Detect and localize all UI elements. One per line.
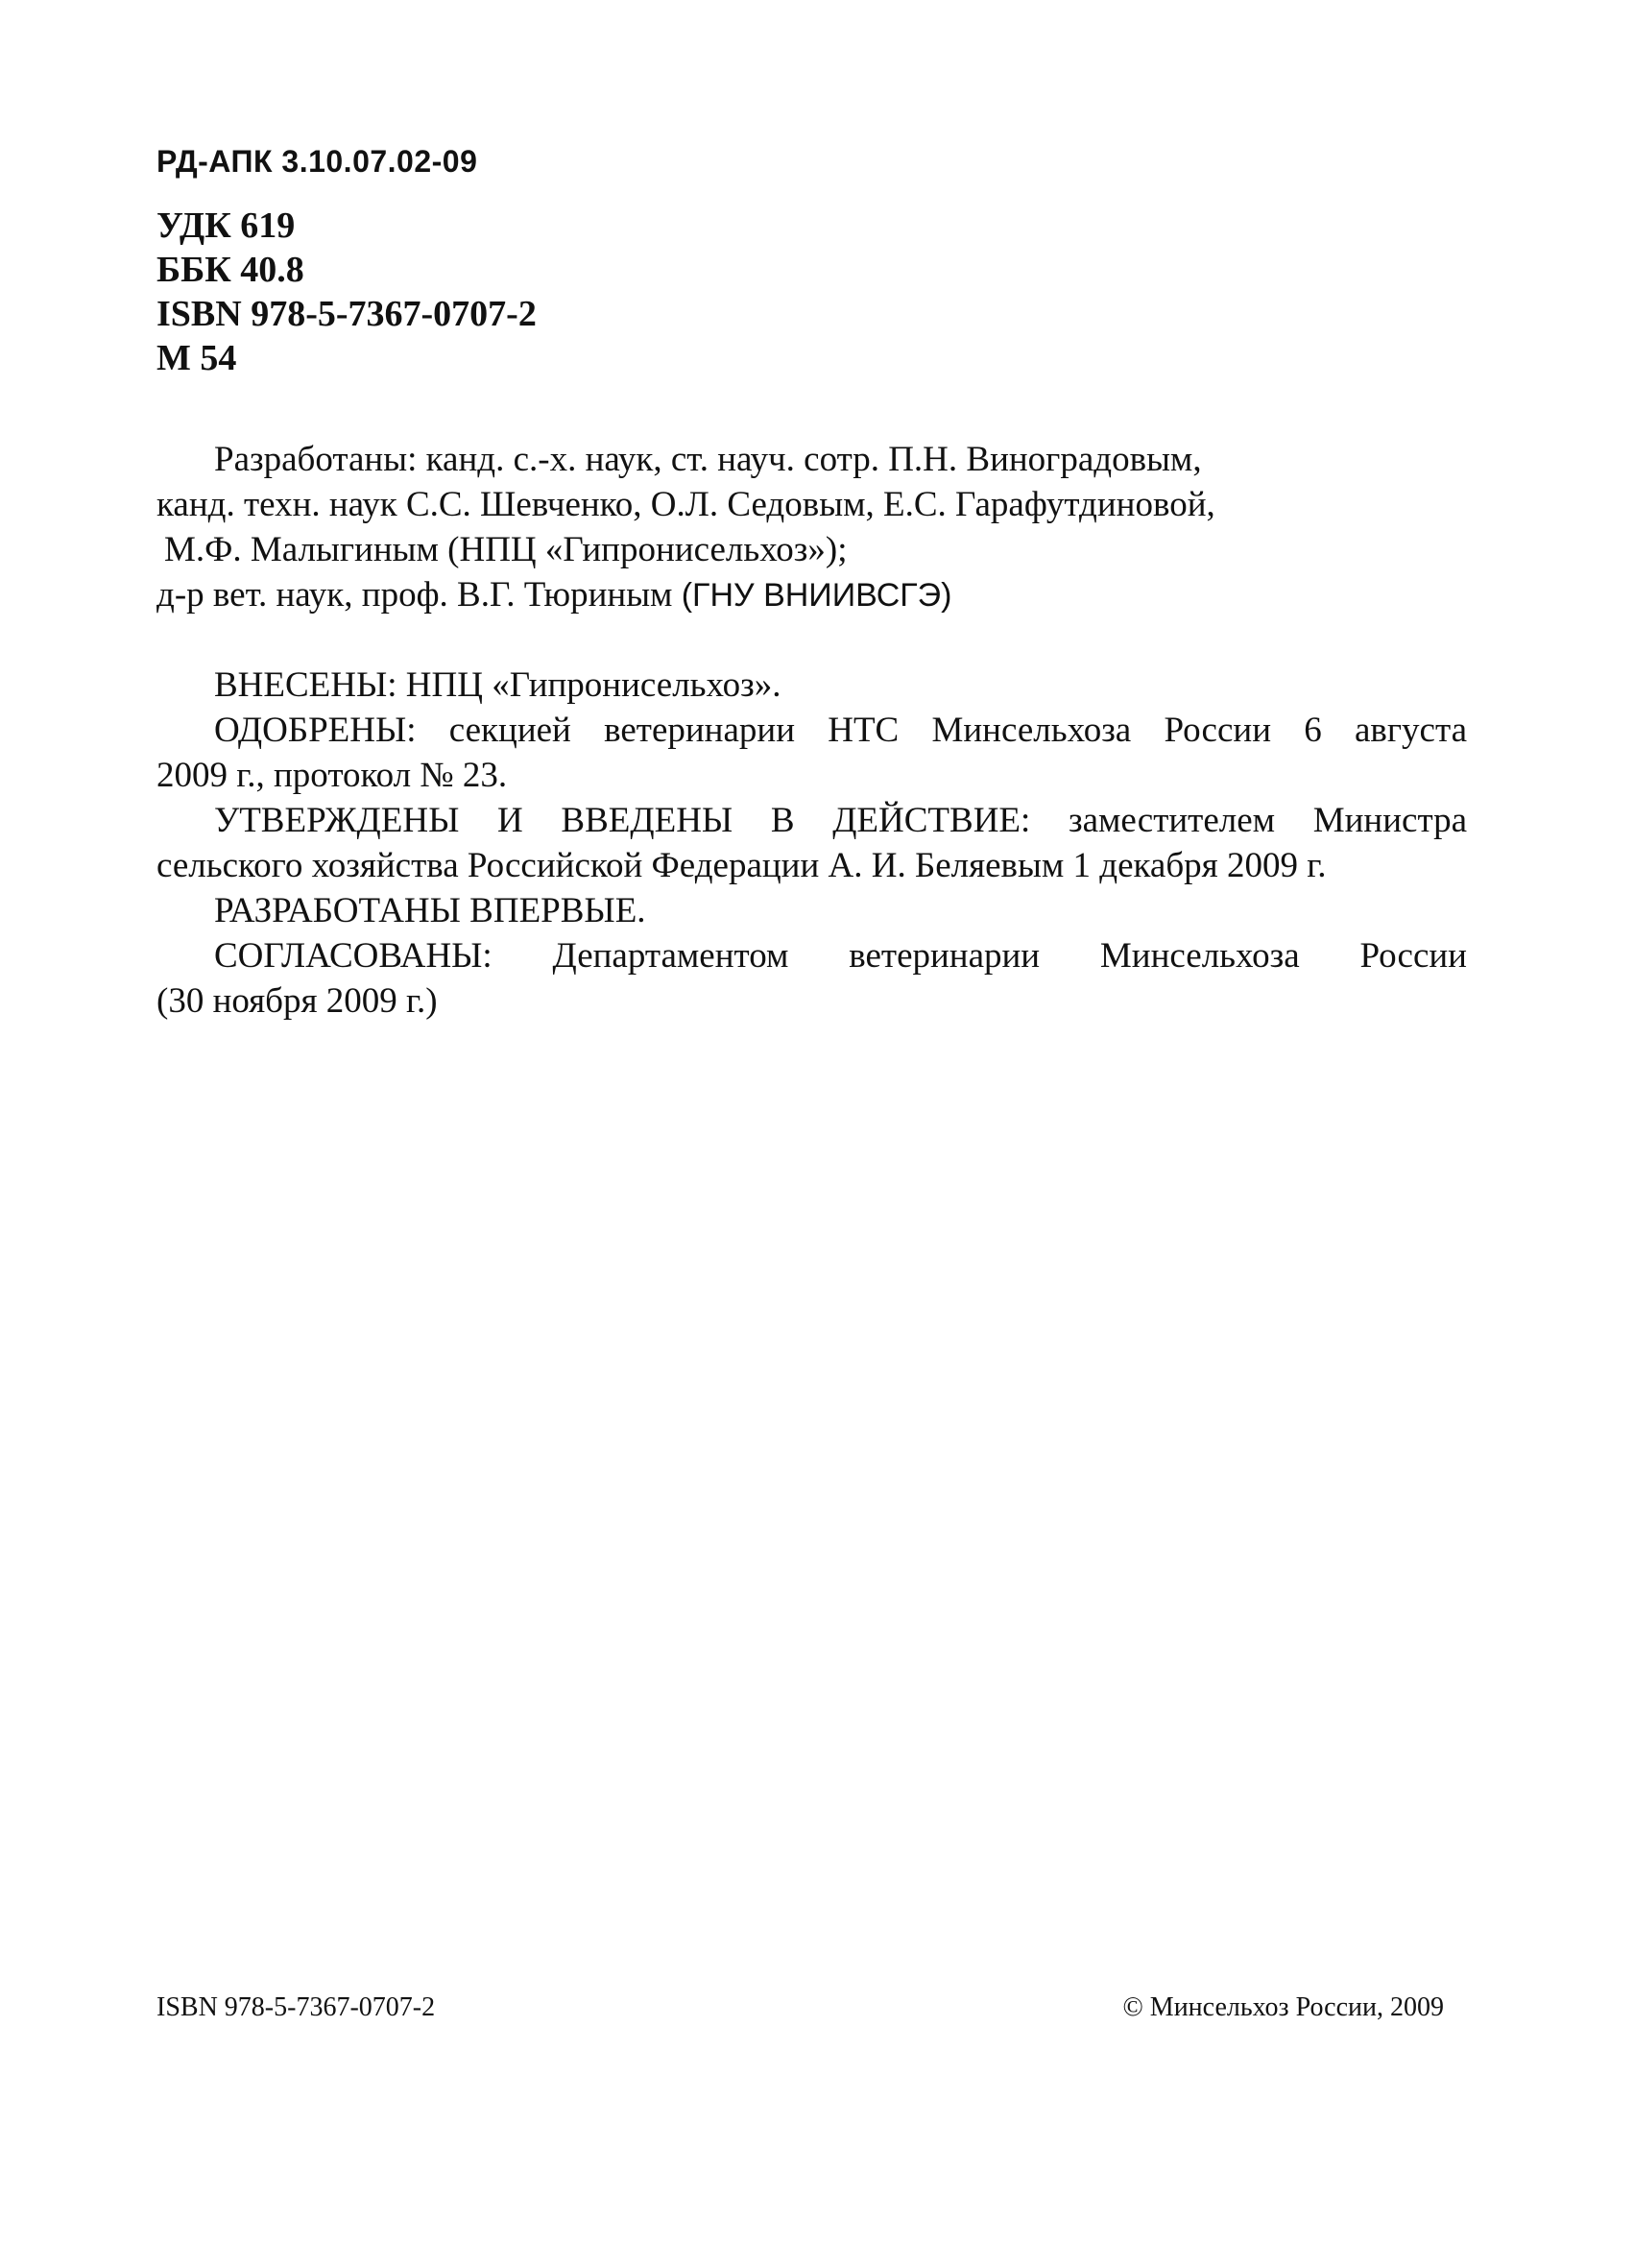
author-sign: М 54: [156, 338, 237, 378]
confirmed-line-2: сельского хозяйства Российской Федерации А. И. Беляевым 1 декабря 2009 г.: [156, 846, 1327, 885]
developers-line-2: канд. техн. наук С.С. Шевченко, О.Л. Седовым, Е.С. Гарафутдиновой,: [156, 485, 1215, 524]
document-code: РД-АПК 3.10.07.02-09: [156, 144, 478, 179]
first-time-line: РАЗРАБОТАНЫ ВПЕРВЫЕ.: [214, 891, 646, 930]
udk-index: УДК 619: [156, 205, 296, 246]
agreed-line-2: (30 ноября 2009 г.): [156, 981, 438, 1021]
developers-line-4-org: (ГНУ ВНИИВСГЭ): [681, 577, 952, 614]
classification-block: [156, 204, 537, 380]
confirmed-line-1: УТВЕРЖДЕНЫ И ВВЕДЕНЫ В ДЕЙСТВИЕ: заместителем Министра: [214, 801, 1467, 840]
introduced-line: ВНЕСЕНЫ: НПЦ «Гипронисельхоз».: [214, 665, 781, 705]
footer-isbn: ISBN 978-5-7367-0707-2: [156, 1992, 436, 2022]
approvals-block: [156, 663, 1467, 1024]
developers-line-1: Разработаны: канд. с.-х. наук, ст. науч. сотр. П.Н. Виноградовым,: [214, 440, 1202, 479]
developers-line-4-text: д-р вет. наук, проф. В.Г. Тюриным: [156, 575, 682, 615]
developers-block: [156, 437, 1467, 618]
agreed-line-1: СОГЛАСОВАНЫ: Департаментом ветеринарии Минсельхоза России: [214, 936, 1467, 976]
isbn-number: ISBN 978-5-7367-0707-2: [156, 294, 537, 334]
approved-line-2: 2009 г., протокол № 23.: [156, 756, 508, 795]
developers-line-3: М.Ф. Малыгиным (НПЦ «Гипронисельхоз»);: [164, 530, 848, 569]
developers-line-4: [156, 572, 1467, 618]
bbk-index: ББК 40.8: [156, 250, 304, 290]
footer-copyright: © Минсельхоз России, 2009: [1122, 1992, 1444, 2022]
approved-line-1: ОДОБРЕНЫ: секцией ветеринарии НТС Минсельхоза России 6 августа: [214, 711, 1467, 750]
